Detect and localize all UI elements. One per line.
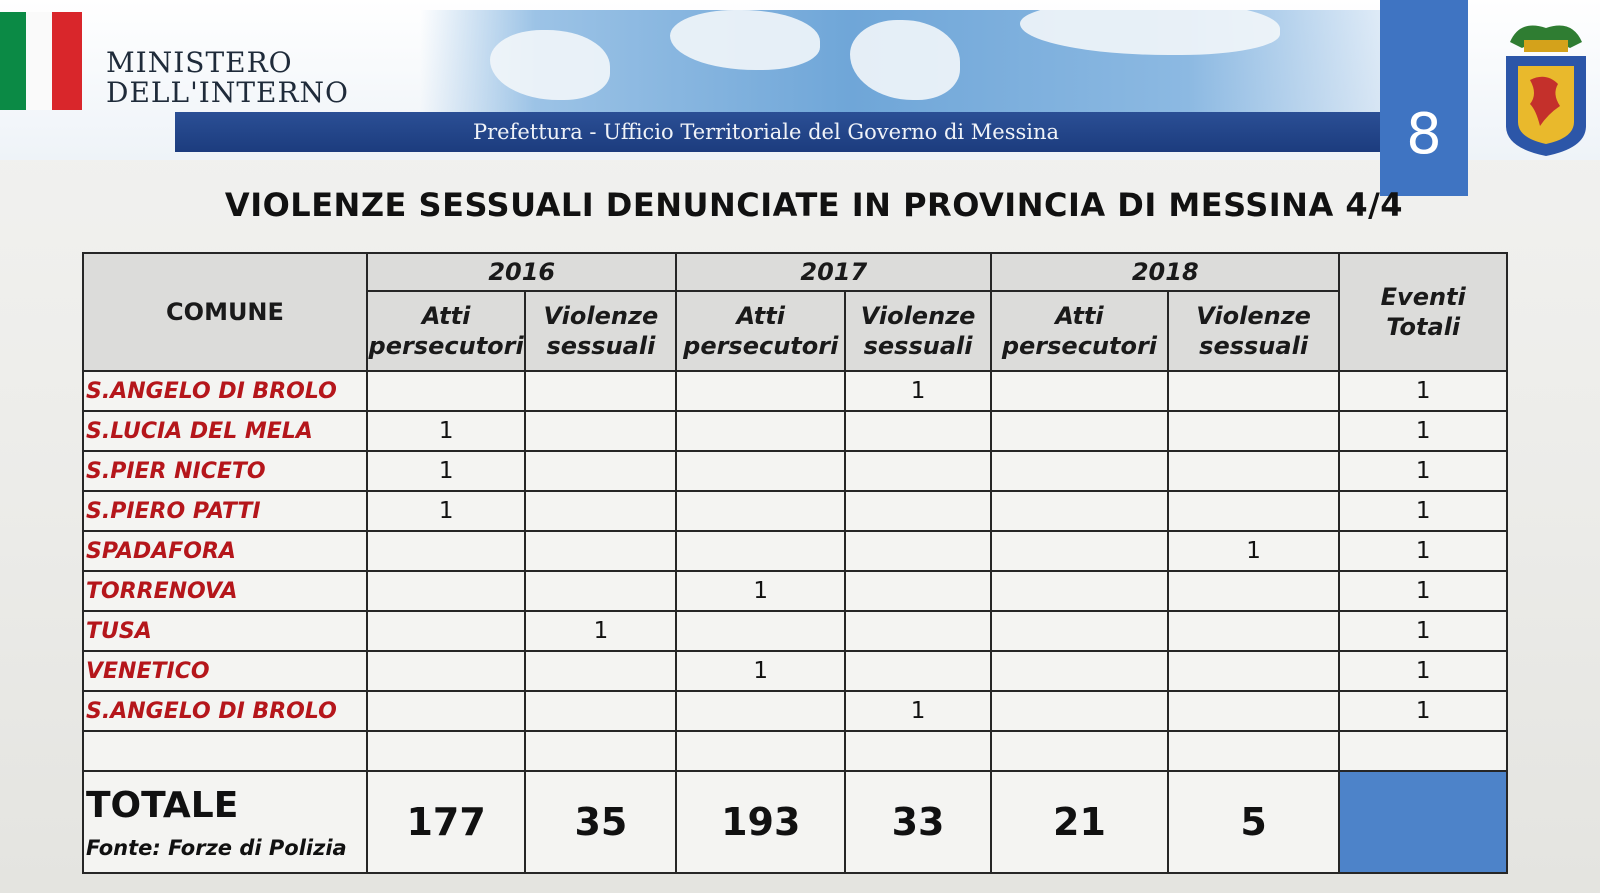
comune-name: TORRENOVA — [83, 571, 367, 611]
table-cell — [991, 531, 1168, 571]
table-cell — [1168, 691, 1340, 731]
empty-row — [83, 731, 1507, 771]
table-cell — [676, 531, 845, 571]
table-cell: 1 — [676, 651, 845, 691]
table-cell — [845, 571, 991, 611]
table-cell — [845, 491, 991, 531]
table-cell — [1168, 611, 1340, 651]
table-cell: 1 — [367, 411, 525, 451]
table-cell — [991, 491, 1168, 531]
comune-name: S.LUCIA DEL MELA — [83, 411, 367, 451]
table-cell — [845, 411, 991, 451]
header-eventi-totali: Eventi Totali — [1339, 253, 1507, 371]
table-cell — [1168, 651, 1340, 691]
total-cell: 1 — [1339, 531, 1507, 571]
table-cell — [991, 611, 1168, 651]
eventi-totali-blank — [1339, 771, 1507, 873]
prefettura-banner: Prefettura - Ufficio Territoriale del Governo di Messina — [175, 112, 1380, 152]
europe-map-banner — [420, 10, 1380, 115]
table-row — [83, 531, 1507, 571]
table-cell — [991, 571, 1168, 611]
header-comune: COMUNE — [83, 253, 367, 371]
header-year-2018: 2018 — [991, 253, 1339, 291]
table-cell — [1168, 371, 1340, 411]
total-atti-2016: 177 — [367, 771, 525, 873]
page-title: VIOLENZE SESSUALI DENUNCIATE IN PROVINCIA DI MESSINA 4/4 — [224, 186, 1404, 224]
table-row — [83, 491, 1507, 531]
total-violenze-2017: 33 — [845, 771, 991, 873]
total-cell: 1 — [1339, 491, 1507, 531]
table-cell — [676, 731, 845, 771]
table-cell: 1 — [676, 571, 845, 611]
table-row — [83, 571, 1507, 611]
total-violenze-2018: 5 — [1168, 771, 1340, 873]
table-cell — [1168, 411, 1340, 451]
flag-white-stripe — [26, 12, 52, 110]
table-row — [83, 411, 1507, 451]
page-number-tab: 8 — [1380, 0, 1468, 196]
table-cell — [991, 451, 1168, 491]
table-cell — [1339, 731, 1507, 771]
table-cell — [525, 371, 676, 411]
table-cell — [991, 691, 1168, 731]
table-cell — [676, 371, 845, 411]
table-cell — [367, 731, 525, 771]
table-cell — [1168, 731, 1340, 771]
table-cell — [525, 491, 676, 531]
table-cell — [845, 611, 991, 651]
total-cell: 1 — [1339, 411, 1507, 451]
total-atti-2018: 21 — [991, 771, 1168, 873]
table-cell — [676, 411, 845, 451]
table-row — [83, 451, 1507, 491]
header-atti-2018: Atti persecutori — [991, 291, 1168, 371]
total-cell: 1 — [1339, 651, 1507, 691]
header-atti-2017: Atti persecutori — [676, 291, 845, 371]
comune-name: S.PIER NICETO — [83, 451, 367, 491]
table-cell — [845, 651, 991, 691]
table-cell — [991, 731, 1168, 771]
total-cell: 1 — [1339, 371, 1507, 411]
table-cell — [367, 531, 525, 571]
table-cell: 1 — [525, 611, 676, 651]
flag-green-stripe — [0, 12, 26, 110]
total-violenze-2016: 35 — [525, 771, 676, 873]
table-row — [83, 371, 1507, 411]
table-row — [83, 651, 1507, 691]
table-cell — [525, 691, 676, 731]
table-cell — [676, 491, 845, 531]
header-year-2016: 2016 — [367, 253, 677, 291]
comune-name: SPADAFORA — [83, 531, 367, 571]
table-cell — [525, 451, 676, 491]
table-cell — [676, 451, 845, 491]
table-row — [83, 611, 1507, 651]
total-atti-2017: 193 — [676, 771, 845, 873]
table-cell — [991, 651, 1168, 691]
table-cell — [676, 611, 845, 651]
total-cell: 1 — [1339, 691, 1507, 731]
table-cell — [525, 571, 676, 611]
table-cell: 1 — [845, 371, 991, 411]
table-cell — [83, 731, 367, 771]
totals-row — [83, 771, 1507, 873]
comune-name: S.PIERO PATTI — [83, 491, 367, 531]
comune-name: VENETICO — [83, 651, 367, 691]
totale-label: TOTALE — [86, 784, 239, 826]
table-cell — [525, 731, 676, 771]
table-cell — [676, 691, 845, 731]
table-row — [83, 691, 1507, 731]
table-cell: 1 — [367, 491, 525, 531]
table-cell — [1168, 491, 1340, 531]
total-cell: 1 — [1339, 611, 1507, 651]
header-violenze-2017: Violenze sessuali — [845, 291, 991, 371]
violence-table — [82, 252, 1508, 874]
table-cell — [367, 611, 525, 651]
total-cell: 1 — [1339, 571, 1507, 611]
header-violenze-2016: Violenze sessuali — [525, 291, 676, 371]
header-year-2017: 2017 — [676, 253, 991, 291]
table-cell: 1 — [1168, 531, 1340, 571]
header-violenze-2018: Violenze sessuali — [1168, 291, 1340, 371]
table-cell — [367, 371, 525, 411]
ministry-line-1: MINISTERO — [106, 46, 293, 79]
table-cell — [845, 531, 991, 571]
source-note: Fonte: Forze di Polizia — [86, 835, 347, 860]
comune-name: S.ANGELO DI BROLO — [83, 371, 367, 411]
table-cell — [1168, 571, 1340, 611]
table-cell — [367, 571, 525, 611]
table-cell — [367, 651, 525, 691]
table-cell — [845, 451, 991, 491]
comune-name: TUSA — [83, 611, 367, 651]
totale-label-cell — [83, 771, 367, 873]
ministry-logo-text — [106, 48, 349, 108]
comune-name: S.ANGELO DI BROLO — [83, 691, 367, 731]
ministry-line-2: DELL'INTERNO — [106, 76, 349, 109]
header-atti-2016: Atti persecutori — [367, 291, 525, 371]
total-cell: 1 — [1339, 451, 1507, 491]
table-cell — [367, 691, 525, 731]
table-cell: 1 — [367, 451, 525, 491]
table-cell — [991, 411, 1168, 451]
table-cell: 1 — [845, 691, 991, 731]
table-cell — [525, 531, 676, 571]
table-cell — [1168, 451, 1340, 491]
table-cell — [991, 371, 1168, 411]
province-crest-icon — [1500, 14, 1592, 160]
table-cell — [525, 411, 676, 451]
table-cell — [845, 731, 991, 771]
table-cell — [525, 651, 676, 691]
flag-red-stripe — [52, 12, 82, 110]
